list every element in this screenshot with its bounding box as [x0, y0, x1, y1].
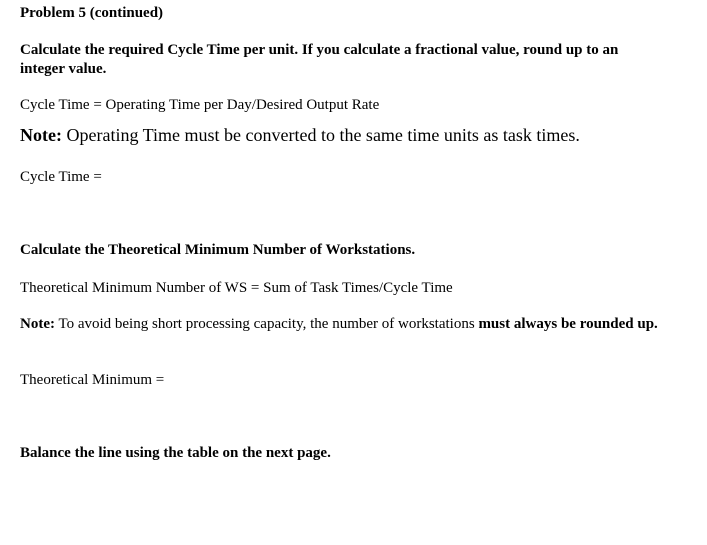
min-ws-note-text: To avoid being short processing capacity, the number of workstations — [54, 316, 479, 332]
min-ws-note — [20, 315, 660, 334]
cycle-time-answer-label: Cycle Time = — [20, 169, 102, 185]
min-ws-note-emphasis: must always be rounded up. — [478, 316, 658, 332]
closing-instruction: Balance the line using the table on the next page. — [20, 445, 331, 461]
cycle-time-instruction: Calculate the required Cycle Time per unit. If you calculate a fractional value, round up to an integer value. — [20, 42, 619, 77]
min-ws-note-label: Note: — [20, 316, 55, 332]
min-ws-formula: Theoretical Minimum Number of WS = Sum of Task Times/Cycle Time — [20, 280, 453, 296]
document-page — [20, 0, 680, 545]
min-ws-answer-label: Theoretical Minimum = — [20, 372, 165, 388]
cycle-time-note — [20, 124, 580, 146]
cycle-time-note-text: Operating Time must be converted to the same time units as task times. — [61, 125, 580, 145]
cycle-time-note-label: Note: — [20, 125, 62, 145]
problem-header: Problem 5 (continued) — [20, 5, 164, 21]
cycle-time-formula: Cycle Time = Operating Time per Day/Desired Output Rate — [20, 97, 380, 113]
min-ws-instruction: Calculate the Theoretical Minimum Number of Workstations. — [20, 242, 416, 258]
